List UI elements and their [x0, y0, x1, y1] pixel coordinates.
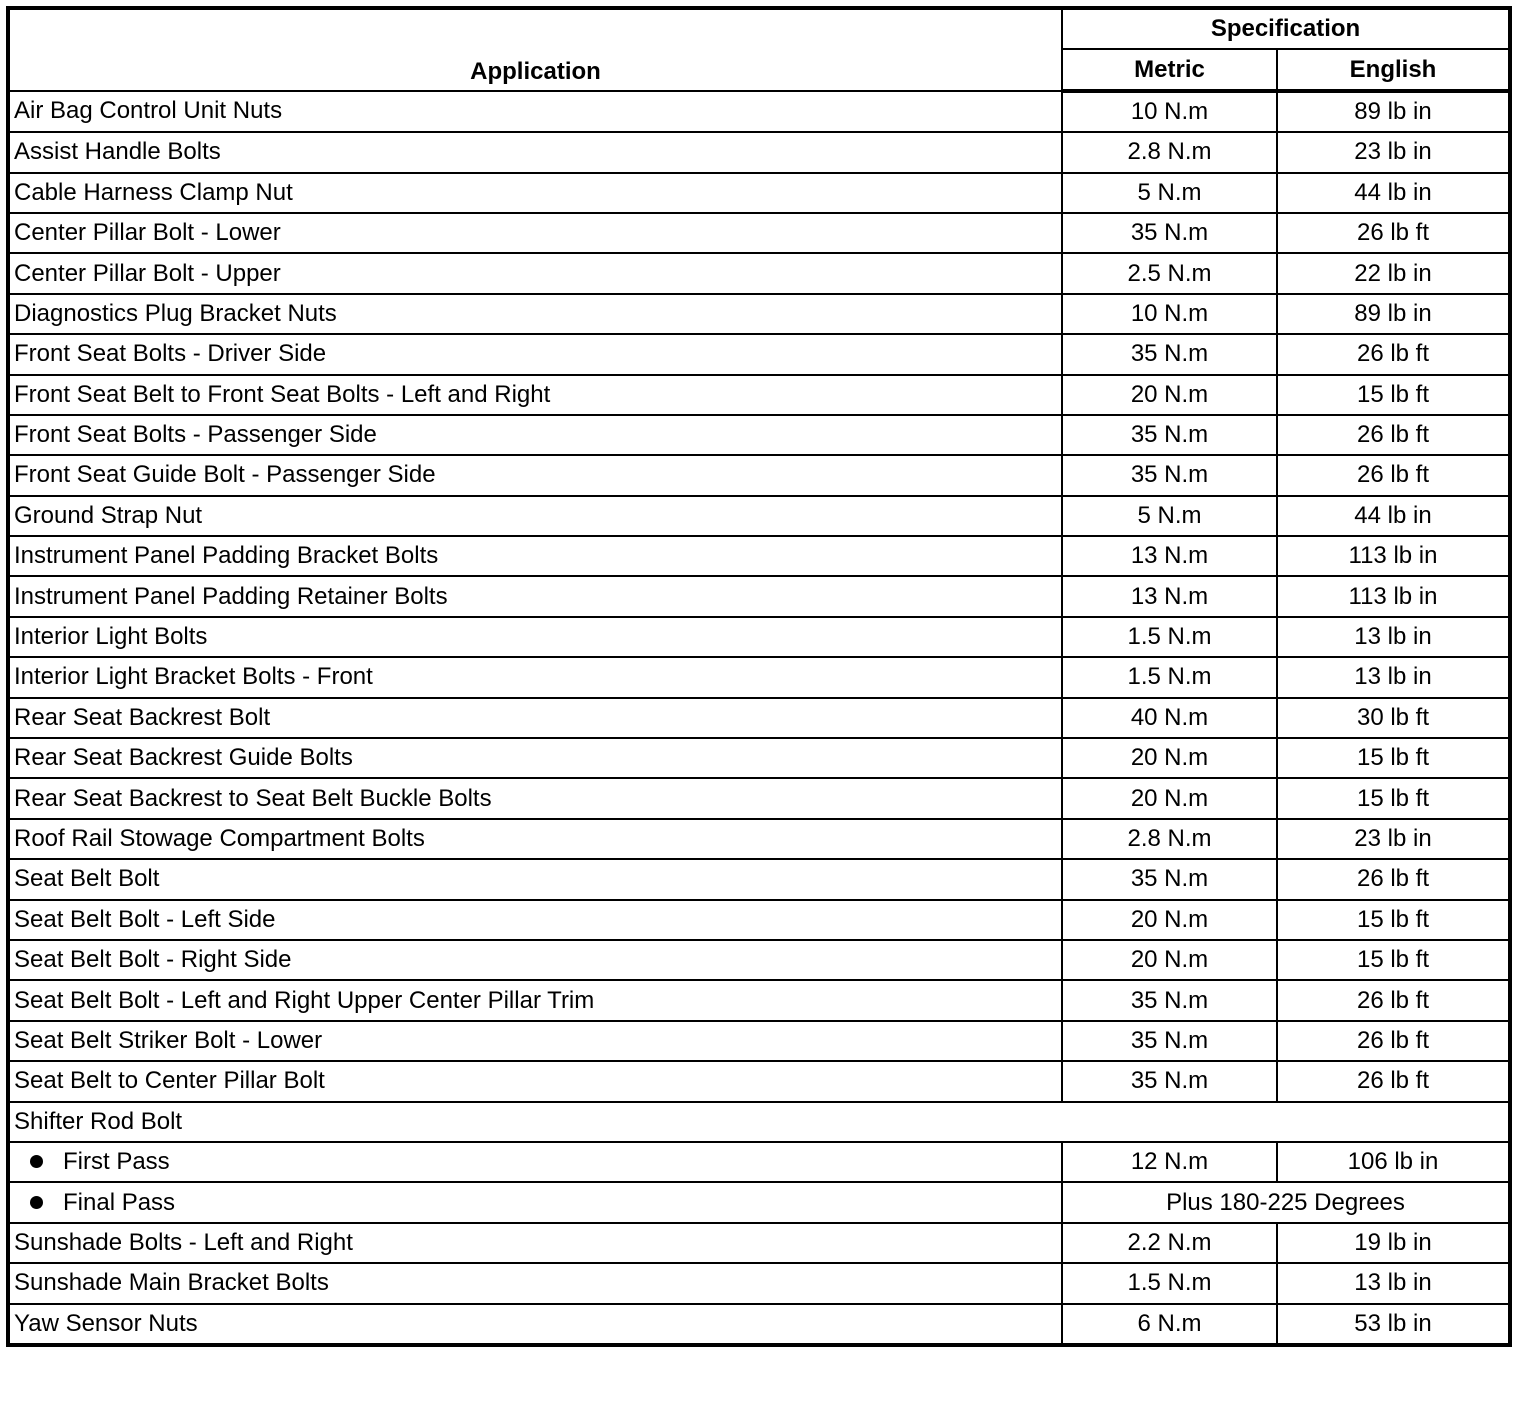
- metric-cell: 12 N.m: [1062, 1142, 1277, 1182]
- english-cell: 26 lb ft: [1277, 334, 1510, 374]
- table-row: [8, 253, 1510, 293]
- application-cell: Ground Strap Nut: [8, 496, 1062, 536]
- application-cell: Interior Light Bracket Bolts - Front: [8, 657, 1062, 697]
- table-row: [8, 900, 1510, 940]
- english-cell: 23 lb in: [1277, 132, 1510, 172]
- english-cell: 15 lb ft: [1277, 778, 1510, 818]
- metric-cell: 2.8 N.m: [1062, 819, 1277, 859]
- table-row: [8, 213, 1510, 253]
- table-row: [8, 698, 1510, 738]
- table-row: [8, 657, 1510, 697]
- table-row: [8, 415, 1510, 455]
- table-row: [8, 1061, 1510, 1101]
- application-cell: Front Seat Bolts - Passenger Side: [8, 415, 1062, 455]
- application-cell: Instrument Panel Padding Bracket Bolts: [8, 536, 1062, 576]
- metric-cell: 35 N.m: [1062, 334, 1277, 374]
- english-cell: 26 lb ft: [1277, 213, 1510, 253]
- english-cell: 53 lb in: [1277, 1304, 1510, 1345]
- english-cell: 13 lb in: [1277, 617, 1510, 657]
- application-cell: Seat Belt Bolt: [8, 859, 1062, 899]
- english-cell: 15 lb ft: [1277, 375, 1510, 415]
- english-cell: 113 lb in: [1277, 536, 1510, 576]
- english-cell: 26 lb ft: [1277, 980, 1510, 1020]
- table-row: [8, 778, 1510, 818]
- metric-header: Metric: [1062, 49, 1277, 90]
- table-row: [8, 455, 1510, 495]
- application-cell: Seat Belt Bolt - Left and Right Upper Center Pillar Trim: [8, 980, 1062, 1020]
- english-cell: 26 lb ft: [1277, 1021, 1510, 1061]
- header-row-top: [8, 8, 1510, 49]
- application-cell: Air Bag Control Unit Nuts: [8, 91, 1062, 132]
- table-row: [8, 91, 1510, 132]
- metric-cell: 5 N.m: [1062, 496, 1277, 536]
- metric-cell: 20 N.m: [1062, 778, 1277, 818]
- english-cell: 23 lb in: [1277, 819, 1510, 859]
- application-cell: Diagnostics Plug Bracket Nuts: [8, 294, 1062, 334]
- metric-cell: 10 N.m: [1062, 91, 1277, 132]
- english-cell: 15 lb ft: [1277, 940, 1510, 980]
- application-cell: Seat Belt Bolt - Left Side: [8, 900, 1062, 940]
- final-pass-label: Final Pass: [63, 1188, 176, 1216]
- application-cell: Seat Belt Striker Bolt - Lower: [8, 1021, 1062, 1061]
- bullet-icon: [30, 1155, 43, 1168]
- application-cell: Front Seat Bolts - Driver Side: [8, 334, 1062, 374]
- metric-cell: 35 N.m: [1062, 980, 1277, 1020]
- application-header: Application: [8, 8, 1062, 91]
- table-row: [8, 496, 1510, 536]
- table-row: [8, 1304, 1510, 1345]
- table-row: [8, 173, 1510, 213]
- metric-cell: 35 N.m: [1062, 415, 1277, 455]
- metric-cell: 20 N.m: [1062, 375, 1277, 415]
- application-cell: Seat Belt to Center Pillar Bolt: [8, 1061, 1062, 1101]
- application-cell: Sunshade Bolts - Left and Right: [8, 1223, 1062, 1263]
- application-cell: Assist Handle Bolts: [8, 132, 1062, 172]
- metric-cell: 1.5 N.m: [1062, 1263, 1277, 1303]
- english-cell: 44 lb in: [1277, 496, 1510, 536]
- shifter-first-pass-row: [8, 1142, 1510, 1182]
- metric-cell: 35 N.m: [1062, 455, 1277, 495]
- english-cell: 26 lb ft: [1277, 415, 1510, 455]
- english-cell: 15 lb ft: [1277, 738, 1510, 778]
- shifter-final-pass-row: [8, 1182, 1510, 1222]
- metric-cell: 6 N.m: [1062, 1304, 1277, 1345]
- english-cell: 26 lb ft: [1277, 455, 1510, 495]
- english-cell: 89 lb in: [1277, 91, 1510, 132]
- metric-cell: 20 N.m: [1062, 738, 1277, 778]
- metric-cell: 40 N.m: [1062, 698, 1277, 738]
- english-cell: 13 lb in: [1277, 657, 1510, 697]
- application-cell: Center Pillar Bolt - Upper: [8, 253, 1062, 293]
- table-row: [8, 1263, 1510, 1303]
- metric-cell: 13 N.m: [1062, 576, 1277, 616]
- table-row: [8, 617, 1510, 657]
- english-cell: 26 lb ft: [1277, 859, 1510, 899]
- metric-cell: 2.2 N.m: [1062, 1223, 1277, 1263]
- metric-cell: 2.8 N.m: [1062, 132, 1277, 172]
- table-row: [8, 1021, 1510, 1061]
- metric-cell: 35 N.m: [1062, 859, 1277, 899]
- application-cell: Rear Seat Backrest Guide Bolts: [8, 738, 1062, 778]
- bullet-icon: [30, 1196, 43, 1209]
- metric-cell: 2.5 N.m: [1062, 253, 1277, 293]
- final-pass-spec: Plus 180-225 Degrees: [1062, 1182, 1510, 1222]
- english-cell: 13 lb in: [1277, 1263, 1510, 1303]
- metric-cell: 20 N.m: [1062, 940, 1277, 980]
- shifter-group-row: [8, 1102, 1510, 1142]
- table-row: [8, 980, 1510, 1020]
- table-row: [8, 819, 1510, 859]
- application-cell: Roof Rail Stowage Compartment Bolts: [8, 819, 1062, 859]
- english-cell: 30 lb ft: [1277, 698, 1510, 738]
- metric-cell: 1.5 N.m: [1062, 657, 1277, 697]
- application-cell: Yaw Sensor Nuts: [8, 1304, 1062, 1345]
- final-pass-cell: [8, 1182, 1062, 1222]
- table-row: [8, 940, 1510, 980]
- metric-cell: 35 N.m: [1062, 1061, 1277, 1101]
- shifter-group-label: Shifter Rod Bolt: [8, 1102, 1510, 1142]
- metric-cell: 20 N.m: [1062, 900, 1277, 940]
- english-cell: 22 lb in: [1277, 253, 1510, 293]
- metric-cell: 5 N.m: [1062, 173, 1277, 213]
- table-row: [8, 859, 1510, 899]
- first-pass-cell: [8, 1142, 1062, 1182]
- torque-spec-table: [6, 6, 1512, 1347]
- table-row: [8, 1223, 1510, 1263]
- table-row: [8, 132, 1510, 172]
- english-cell: 15 lb ft: [1277, 900, 1510, 940]
- metric-cell: 10 N.m: [1062, 294, 1277, 334]
- application-cell: Interior Light Bolts: [8, 617, 1062, 657]
- application-cell: Center Pillar Bolt - Lower: [8, 213, 1062, 253]
- metric-cell: 35 N.m: [1062, 213, 1277, 253]
- metric-cell: 13 N.m: [1062, 536, 1277, 576]
- application-cell: Rear Seat Backrest Bolt: [8, 698, 1062, 738]
- application-cell: Rear Seat Backrest to Seat Belt Buckle Bolts: [8, 778, 1062, 818]
- english-cell: 19 lb in: [1277, 1223, 1510, 1263]
- application-cell: Front Seat Belt to Front Seat Bolts - Left and Right: [8, 375, 1062, 415]
- table-row: [8, 334, 1510, 374]
- table-row: [8, 536, 1510, 576]
- application-cell: Cable Harness Clamp Nut: [8, 173, 1062, 213]
- english-cell: 106 lb in: [1277, 1142, 1510, 1182]
- first-pass-label: First Pass: [63, 1148, 170, 1176]
- application-cell: Seat Belt Bolt - Right Side: [8, 940, 1062, 980]
- table-row: [8, 294, 1510, 334]
- application-cell: Front Seat Guide Bolt - Passenger Side: [8, 455, 1062, 495]
- english-header: English: [1277, 49, 1510, 90]
- metric-cell: 1.5 N.m: [1062, 617, 1277, 657]
- english-cell: 113 lb in: [1277, 576, 1510, 616]
- metric-cell: 35 N.m: [1062, 1021, 1277, 1061]
- english-cell: 44 lb in: [1277, 173, 1510, 213]
- table-row: [8, 375, 1510, 415]
- table-row: [8, 576, 1510, 616]
- english-cell: 89 lb in: [1277, 294, 1510, 334]
- english-cell: 26 lb ft: [1277, 1061, 1510, 1101]
- application-cell: Sunshade Main Bracket Bolts: [8, 1263, 1062, 1303]
- specification-header: Specification: [1062, 8, 1510, 49]
- application-cell: Instrument Panel Padding Retainer Bolts: [8, 576, 1062, 616]
- table-row: [8, 738, 1510, 778]
